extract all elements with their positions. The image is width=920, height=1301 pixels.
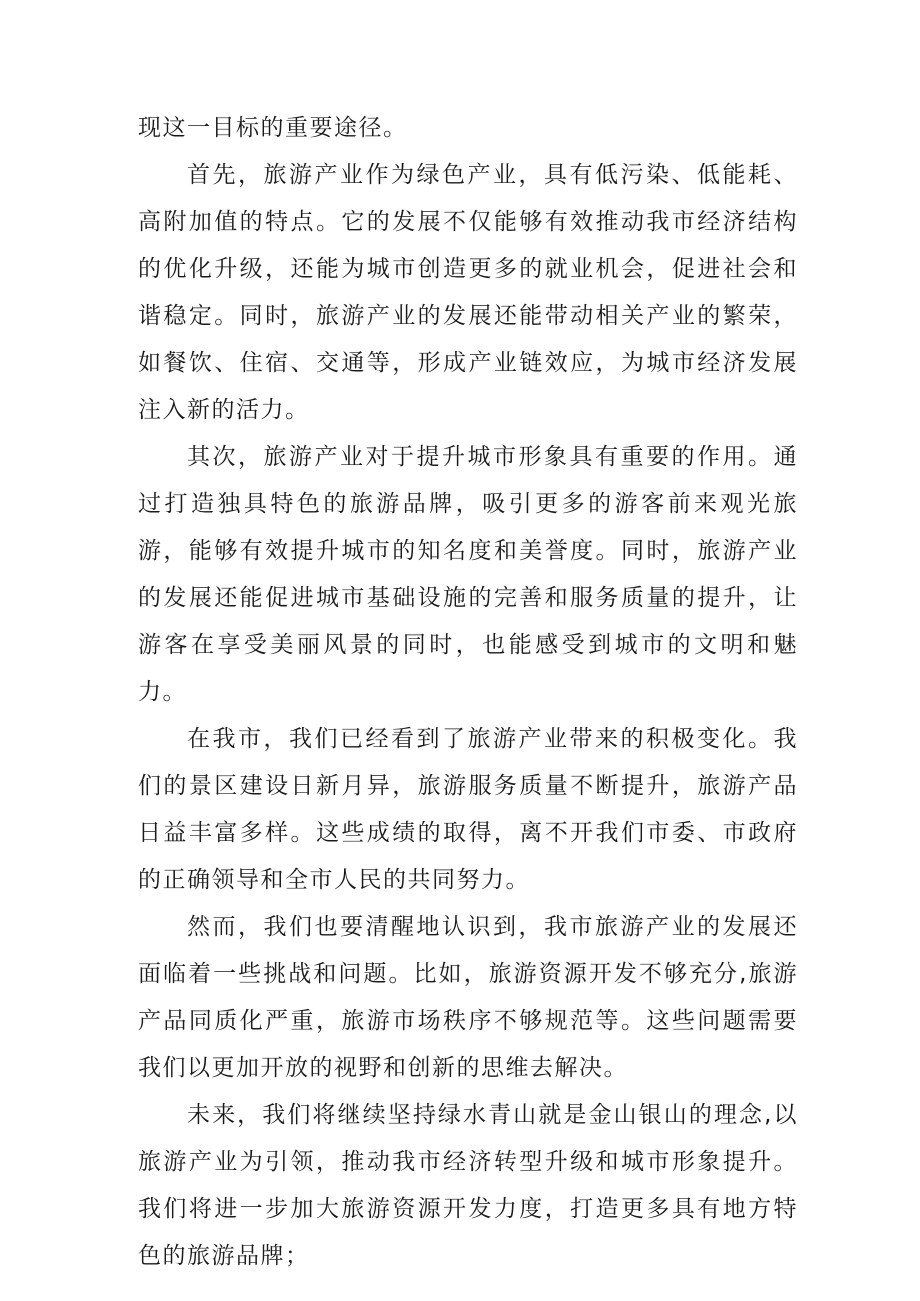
paragraph-achievements: 在我市，我们已经看到了旅游产业带来的积极变化。我们的景区建设日新月异，旅游服务质量不断提升，旅游产品日益丰富多样。这些成绩的取得，离不开我们市委、市政府的正确领导和全市人民的共同努力。	[138, 726, 798, 893]
paragraph-continuation: 现这一目标的重要途径。	[138, 115, 408, 141]
paragraph-future-plans: 未来，我们将继续坚持绿水青山就是金山银山的理念,以旅游产业为引领，推动我市经济转型升级和城市形象提升。我们将进一步加大旅游资源开发力度，打造更多具有地方特色的旅游品牌；	[138, 1102, 798, 1269]
paragraph-city-image: 其次，旅游产业对于提升城市形象具有重要的作用。通过打造独具特色的旅游品牌，吸引更多的游客前来观光旅游，能够有效提升城市的知名度和美誉度。同时，旅游产业的发展还能促进城市基础设施的完善和服务质量的提升，让游客在享受美丽风景的同时，也能感受到城市的文明和魅力。	[138, 444, 798, 705]
document-body	[138, 105, 798, 1280]
paragraph-challenges: 然而，我们也要清醒地认识到，我市旅游产业的发展还面临着一些挑战和问题。比如，旅游资源开发不够充分,旅游产品同质化严重，旅游市场秩序不够规范等。这些问题需要我们以更加开放的视野和创新的思维去解决。	[138, 914, 798, 1081]
paragraph-tourism-green-industry: 首先，旅游产业作为绿色产业，具有低污染、低能耗、高附加值的特点。它的发展不仅能够有效推动我市经济结构的优化升级，还能为城市创造更多的就业机会，促进社会和谐稳定。同时，旅游产业的发展还能带动相关产业的繁荣，如餐饮、住宿、交通等，形成产业链效应，为城市经济发展注入新的活力。	[138, 162, 798, 423]
